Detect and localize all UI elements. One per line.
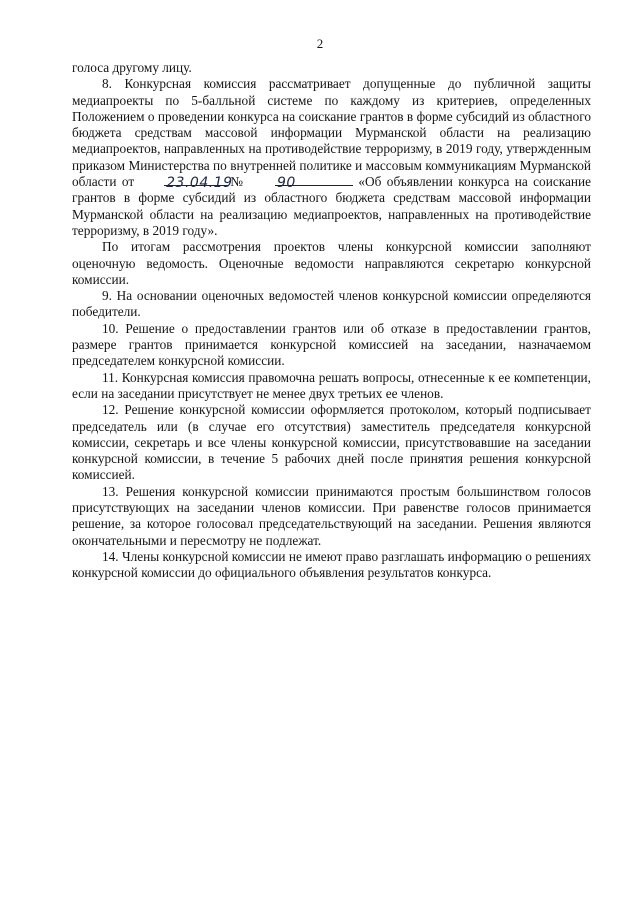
document-body	[72, 60, 591, 582]
number-sign: №	[228, 174, 245, 190]
paragraph-10: 10. Решение о предоставлении грантов или об отказе в предоставлении грантов, размере грантов принимается конкурсной комиссией на заседании, назначаемом председателем конкурсной комиссии.	[72, 320, 591, 369]
paragraph-continuation: голоса другому лицу.	[72, 60, 192, 75]
order-number-handwritten: 90	[276, 175, 296, 192]
paragraph-8-text-end: «Об объявлении конкурса на соискание грантов в форме субсидий из областного бюджета средствам массовой информации Мурманской области на реализацию медиапроектов, направленных на противодействие терроризму, в 2019 году».	[72, 174, 592, 238]
paragraph-8-text-start: 8. Конкурсная комиссия рассматривает допущенные до публичной защиты медиапроекты по 5-балльной системе по каждому из критериев, определенных Положением о проведении конкурса на соискание грантов в форме субсидий из областного бюджета средствам массовой информации Мурманской области на реализацию медиапроектов, направленных на противодействие терроризму, в 2019 году, утвержденным приказом Министерства по внутренней политике и массовым коммуникациям Мурманской области от	[72, 76, 591, 190]
page-number: 2	[316, 36, 324, 51]
order-date-field	[134, 174, 233, 192]
paragraph-8-evaluation: По итогам рассмотрения проектов члены конкурсной комиссии заполняют оценочную ведомость. Оценочные ведомости направляются секретарю конкурсной комиссии.	[72, 239, 591, 287]
paragraph-12: 12. Решение конкурсной комиссии оформляется протоколом, который подписывает председатель или (в случае его отсутствия) заместитель председателя конкурсной комиссии, секретарь и все члены конкурсной комиссии, присутствовавшие на заседании конкурсной комиссии, в течение 5 рабочих дней после принятия решения конкурсной комиссией.	[72, 402, 591, 483]
order-number-field	[245, 174, 353, 190]
paragraph-14: 14. Члены конкурсной комиссии не имеют право разглашать информацию о решениях конкурсной комиссии до официального объявления результатов конкурса.	[72, 548, 591, 581]
paragraph-9: 9. На основании оценочных ведомостей членов конкурсной комиссии определяются победители.	[72, 288, 591, 320]
paragraph-13: 13. Решения конкурсной комиссии принимаются простым большинством голосов присутствующих на заседании членов комиссии. При равенстве голосов принимается решение, за которое голосовал председательствующий на заседании. Решения являются окончательными и пересмотру не подлежат.	[72, 483, 591, 548]
order-date-handwritten: 23.04.19	[166, 175, 233, 192]
paragraph-8	[72, 76, 591, 239]
paragraph-11: 11. Конкурсная комиссия правомочна решать вопросы, отнесенные к ее компетенции, если на заседании присутствует не менее двух третьих ее членов.	[72, 369, 591, 401]
